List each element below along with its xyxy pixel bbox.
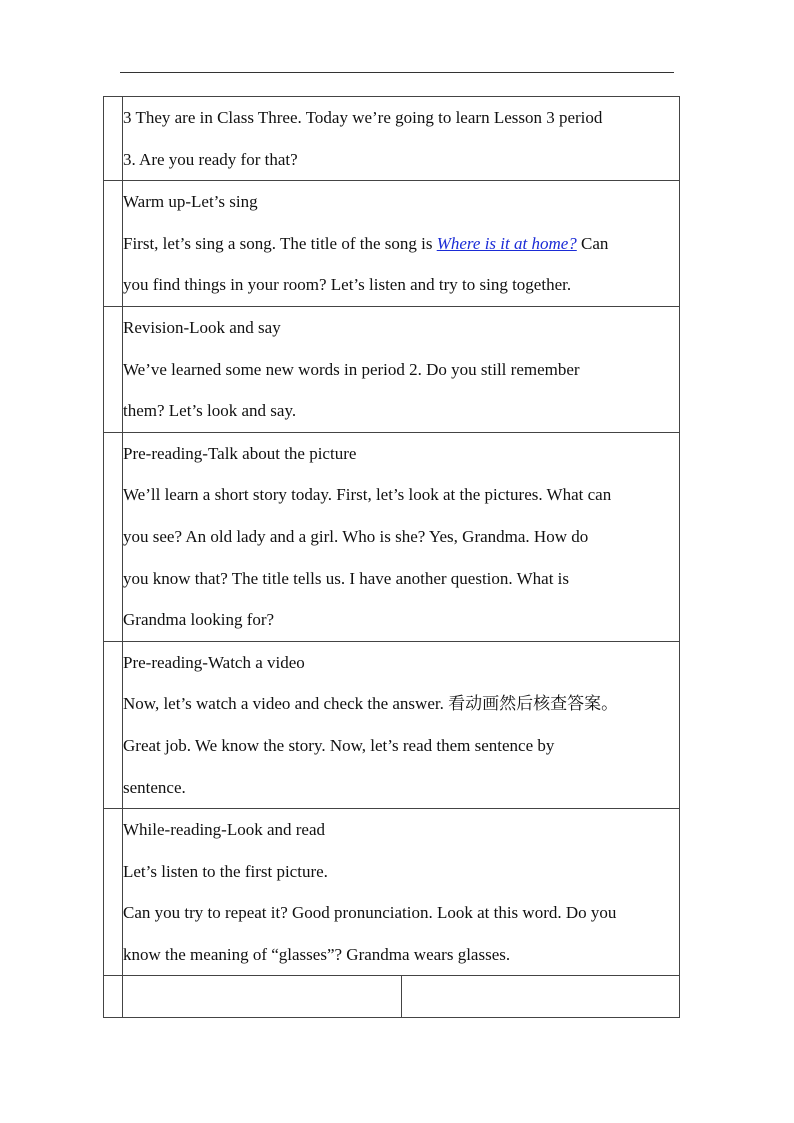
while-reading-line: Can you try to repeat it? Good pronunciation. Look at this word. Do you	[123, 903, 617, 923]
section-title: Pre-reading-Talk about the picture	[123, 443, 357, 463]
while-reading-cell	[123, 809, 680, 976]
empty-cell	[401, 976, 680, 1018]
lesson-plan-table	[103, 96, 680, 1018]
pre-reading-video-cell	[123, 641, 680, 808]
section-title: Revision-Look and say	[123, 317, 281, 337]
header-rule	[120, 72, 674, 73]
video-line: Great job. We know the story. Now, let’s read them sentence by	[123, 735, 555, 755]
side-cell	[104, 809, 123, 976]
revision-line: them? Let’s look and say.	[123, 401, 297, 421]
while-reading-line: know the meaning of “glasses”? Grandma wears glasses.	[123, 944, 511, 964]
table-row	[104, 976, 680, 1018]
side-cell	[104, 432, 123, 641]
section-title: While-reading-Look and read	[123, 820, 326, 840]
video-line: sentence.	[123, 777, 186, 797]
table-row	[104, 97, 680, 181]
side-cell	[104, 306, 123, 432]
warm-up-text: Can	[576, 233, 609, 253]
table-row	[104, 306, 680, 432]
table-row	[104, 181, 680, 307]
pre-reading-line: you see? An old lady and a girl. Who is she? Yes, Grandma. How do	[123, 526, 589, 546]
intro-cell	[123, 97, 680, 181]
pre-reading-picture-cell	[123, 432, 680, 641]
intro-line: 3. Are you ready for that?	[123, 149, 298, 169]
table-row	[104, 809, 680, 976]
side-cell	[104, 641, 123, 808]
while-reading-line: Let’s listen to the first picture.	[123, 861, 328, 881]
intro-line: 3 They are in Class Three. Today we’re going to learn Lesson 3 period	[123, 108, 603, 127]
pre-reading-line: you know that? The title tells us. I have another question. What is	[123, 568, 570, 588]
warm-up-line: you find things in your room? Let’s listen and try to sing together.	[123, 275, 572, 295]
table-row	[104, 432, 680, 641]
side-cell	[104, 181, 123, 307]
revision-line: We’ve learned some new words in period 2. Do you still remember	[123, 359, 580, 379]
video-line: Now, let’s watch a video and check the answer. 看动画然后核查答案。	[123, 694, 619, 714]
section-title: Warm up-Let’s sing	[123, 192, 258, 212]
side-cell	[104, 976, 123, 1018]
pre-reading-line: Grandma looking for?	[123, 610, 275, 630]
side-cell	[104, 97, 123, 181]
warm-up-text: First, let’s sing a song. The title of the song is	[123, 233, 437, 253]
song-title-link[interactable]: Where is it at home?	[436, 233, 577, 253]
empty-cell	[123, 976, 402, 1018]
pre-reading-line: We’ll learn a short story today. First, let’s look at the pictures. What can	[123, 485, 612, 505]
warm-up-cell	[123, 181, 680, 307]
table-row	[104, 641, 680, 808]
warm-up-line	[123, 223, 679, 265]
revision-cell	[123, 306, 680, 432]
section-title: Pre-reading-Watch a video	[123, 652, 305, 672]
